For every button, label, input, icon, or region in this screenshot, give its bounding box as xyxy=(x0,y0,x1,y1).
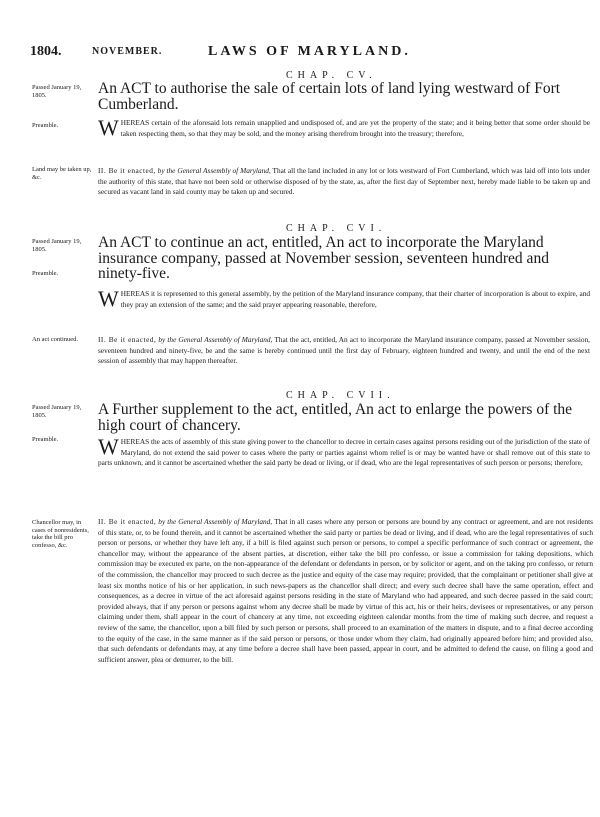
act-title-cvii: A Further supplement to the act, entitled, An act to enlarge the powers of the high court of chancery. xyxy=(98,401,573,434)
margin-note-cvi: An act continued. xyxy=(32,336,79,343)
page-month: NOVEMBER. xyxy=(92,46,163,57)
margin-preamble-cvi: Preamble. xyxy=(32,270,59,277)
margin-passed-cv: Passed January 19, 1805. xyxy=(32,84,82,99)
section-lead-cv: II. Be it enacted, xyxy=(98,166,156,175)
margin-passed-cvi: Passed January 19, 1805. xyxy=(32,238,82,253)
section-lead-cvii: II. Be it enacted, xyxy=(98,517,157,526)
section-by-cvii: by the General Assembly of Maryland, xyxy=(158,517,273,526)
margin-passed-cvii: Passed January 19, 1805. xyxy=(32,404,82,419)
margin-preamble-cv: Preamble. xyxy=(32,122,59,129)
chapter-heading-cvi: CHAP. CVI. xyxy=(286,223,387,234)
preamble-cv xyxy=(98,115,590,140)
preamble-cvi xyxy=(98,286,590,311)
section-by-cvi: by the General Assembly of Maryland, xyxy=(158,335,273,344)
margin-preamble-cvii: Preamble. xyxy=(32,436,59,443)
act-title-cv: An ACT to authorise the sale of certain lots of land lying westward of Fort Cumberland. xyxy=(98,80,561,113)
preamble-text-cvii: HEREAS the acts of assembly of this state giving power to the chancellor to decree in certain cases against persons residing out of the jurisdiction of the state of Maryland, do not extend the said power to cases where the party or parties against whom relief is or may be wanted have or shall remove out of this state to parts unknown, and it cannot be ascertained whether the said party be dead or living, or if dead, who are the legal representatives of such person or persons; therefore, xyxy=(98,437,590,468)
section-text-cvii: That in all cases where any person or persons are bound by any contract or agreement, and are not residents of this state, or, to be found therein, and it cannot be ascertained whether the said party or parties be dead or living, and if dead, who are the legal representatives of such person or persons, or whether they have left any, if a bill is filed against such person or persons, to compel a specific performance of such contract or agreement, the chancellor may, without the appearance of the absent parties, at discretion, either take the bill pro confesso, or issue a commission for taking depositions, which commission may be executed ex parte, on the non-appearance of the defendant or defendants in person, or by solicitor or agent, and on the taking pro confesso, or return of the commission, the chancellor may proceed to such decree as the justice and equity of the case may require; provided, that the complainant or petitioner shall give at least six months notice of his or her application, in such news-papers as the chancellor shall direct; and every such decree shall have the same operation, effect and consequences, as a decree in virtue of the act aforesaid against persons residing in the state of Maryland who had appeared, and such decree passed in the said court; provided always, that if any person or persons against whom any decree shall be made by virtue of this act, his or their heirs, devisees or representatives, or any person claiming under them, shall appear in the court of chancery at any time, not exceeding eighteen calendar months from the time of making such decree, and request a review of the same, the chancellor, upon a bill filed by such person or persons, shall proceed to an examination of the matters in dispute, and to a final decree according to the equity of the case, in the same manner as if the said person or persons, or those under whom they claim, had originally appeared before him; and provided also, that such defendants or defendants may, at any time before a decree shall have been passed, appear in court, and be admitted to defend the cause, on filing a good and sufficient answer, plea or demurrer, to the bill. xyxy=(98,517,594,664)
section-cvi xyxy=(98,335,590,367)
running-title: LAWS OF MARYLAND. xyxy=(208,44,411,59)
act-title-cvi: An ACT to continue an act, entitled, An act to incorporate the Maryland insurance company, passed at November session, seventeen hundred and ninety-five. xyxy=(98,234,549,282)
preamble-text-cvi: HEREAS it is represented to this general assembly, by the petition of the Maryland insurance company, that their charter of incorporation is about to expire, and they pray an extension of the same; and the said prayer appearing reasonable, therefore, xyxy=(120,289,590,309)
margin-note-cvii: Chancellor may, in cases of nonresidents, take the bill pro confesso, &c. xyxy=(32,519,89,549)
section-lead-cvi: II. Be it enacted, xyxy=(98,335,157,344)
section-by-cv: by the General Assembly of Maryland, xyxy=(157,166,271,175)
section-text-cv: That all the land included in any lot or lots westward of Fort Cumberland, which was laid off into lots under the authority of this state, that have not been sold or otherwise disposed of by the state, as, after the first day of September next, hereby made liable to be taken up and secured as vacant land in said county may be taken up and secured. xyxy=(98,166,590,197)
preamble-cvii xyxy=(98,434,590,469)
preamble-text-cv: HEREAS certain of the aforesaid lots remain unapplied and undisposed of, and are yet the property of the state; and it being better that some order should be taken respecting them, so that they may be sold, and the money arising therefrom brought into the treasury; therefore, xyxy=(120,118,590,138)
section-cvii xyxy=(98,517,593,665)
margin-note-cv: Land may be taken up, &c. xyxy=(32,166,92,181)
drop-cap-cv: W xyxy=(98,115,119,140)
drop-cap-cvii: W xyxy=(98,434,119,459)
chapter-heading-cvii: CHAP. CVII. xyxy=(286,390,395,401)
chapter-heading-cv: CHAP. CV. xyxy=(286,70,377,81)
drop-cap-cvi: W xyxy=(98,286,119,311)
section-text-cvi: That the act, entitled, An act to incorporate the Maryland insurance company, passed at November session, seventeen hundred and ninety-five, be and the same is hereby continued until the first day of February, eighteen hundred and twenty, and until the end of the next session of assembly that may happen thereafter. xyxy=(98,335,590,366)
page-header xyxy=(28,44,588,64)
section-cv xyxy=(98,166,590,198)
page-year: 1804. xyxy=(30,44,62,59)
